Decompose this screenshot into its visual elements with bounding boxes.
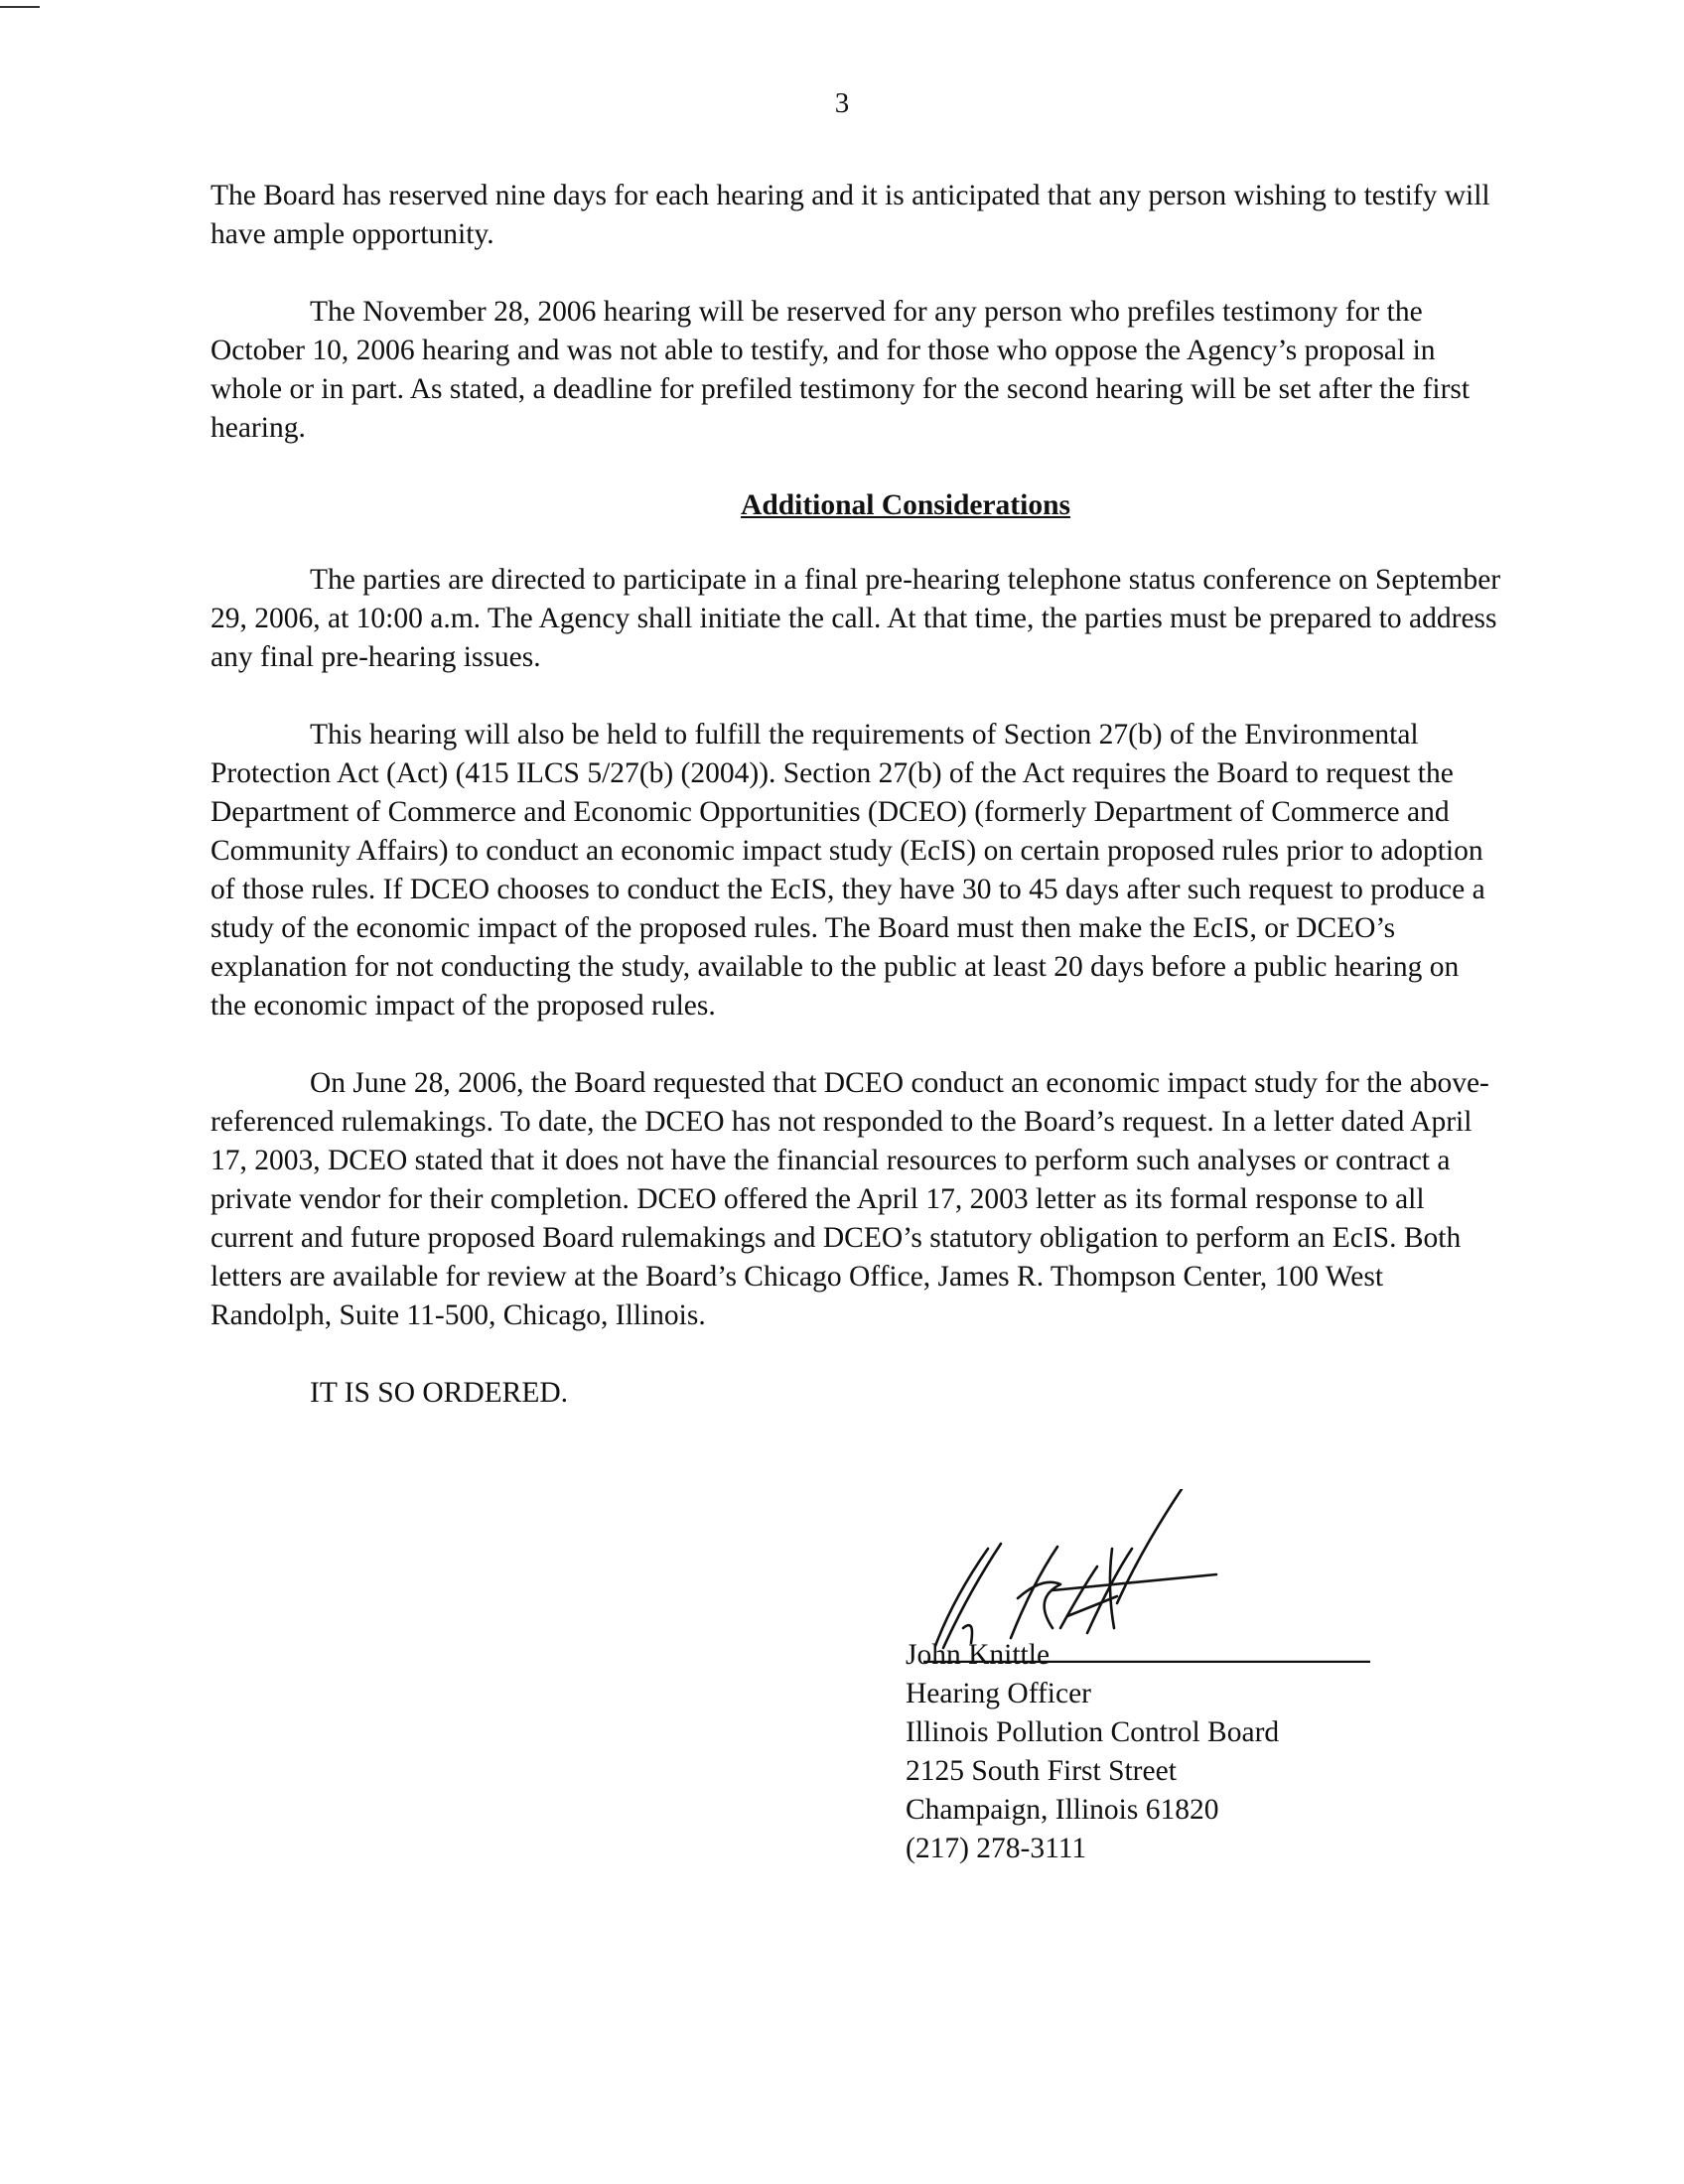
signer-phone: (217) 278-3111: [906, 1833, 1087, 1864]
document-body: [210, 177, 1501, 1451]
signer-name: John Knittle: [906, 1639, 1051, 1671]
signature-block: [906, 1636, 1279, 1868]
paragraph-november-hearing: The November 28, 2006 hearing will be reserved for any person who prefiles testimony for the October 10, 2006 hearing and was not able to testify, and for those who oppose the Agency’s proposal in whole or in part. As stated, a deadline for prefiled testimony for the second hearing will be set after the first hearing.: [210, 296, 1471, 444]
signer-street: 2125 South First Street: [906, 1755, 1177, 1787]
order-statement: IT IS SO ORDERED.: [310, 1377, 569, 1409]
page-number: 3: [834, 87, 850, 119]
paragraph-status-conference: The parties are directed to participate in a final pre-hearing telephone status conference on September 29, 2006, at 10:00 a.m. The Agency shall initiate the call. At that time, the parties must be prepared to address any final pre-hearing issues.: [210, 564, 1501, 673]
signer-city: Champaign, Illinois 61820: [906, 1794, 1219, 1826]
paragraph-dceo-request: On June 28, 2006, the Board requested that DCEO conduct an economic impact study for the above-referenced rulemakings. To date, the DCEO has not responded to the Board’s request. In a letter dated April 17, 2003, DCEO stated that it does not have the financial resources to perform such analyses or contract a private vendor for their completion. DCEO offered the April 17, 2003 letter as its formal response to all current and future proposed Board rulemakings and DCEO’s statutory obligation to perform an EcIS. Both letters are available for review at the Board’s Chicago Office, James R. Thompson Center, 100 West Randolph, Suite 11-500, Chicago, Illinois.: [210, 1067, 1489, 1331]
section-heading-additional-considerations: Additional Considerations: [741, 489, 1070, 521]
signer-title: Hearing Officer: [906, 1678, 1092, 1709]
scan-artifact-line: [0, 6, 40, 8]
paragraph-section-27b: This hearing will also be held to fulfill the requirements of Section 27(b) of the Environmental Protection Act (Act) (415 ILCS 5/27(b) (2004)). Section 27(b) of the Act requires the Board to request the Department of Commerce and Economic Opportunities (DCEO) (formerly Department of Commerce and Community Affairs) to conduct an economic impact study (EcIS) on certain proposed rules prior to adoption of those rules. If DCEO chooses to conduct the EcIS, they have 30 to 45 days after such request to produce a study of the economic impact of the proposed rules. The Board must then make the EcIS, or DCEO’s explanation for not conducting the study, available to the public at least 20 days before a public hearing on the economic impact of the proposed rules.: [210, 719, 1485, 1022]
signer-organization: Illinois Pollution Control Board: [906, 1716, 1280, 1748]
paragraph-hearing-days: The Board has reserved nine days for each hearing and it is anticipated that any person wishing to testify will have ample opportunity.: [210, 180, 1490, 250]
